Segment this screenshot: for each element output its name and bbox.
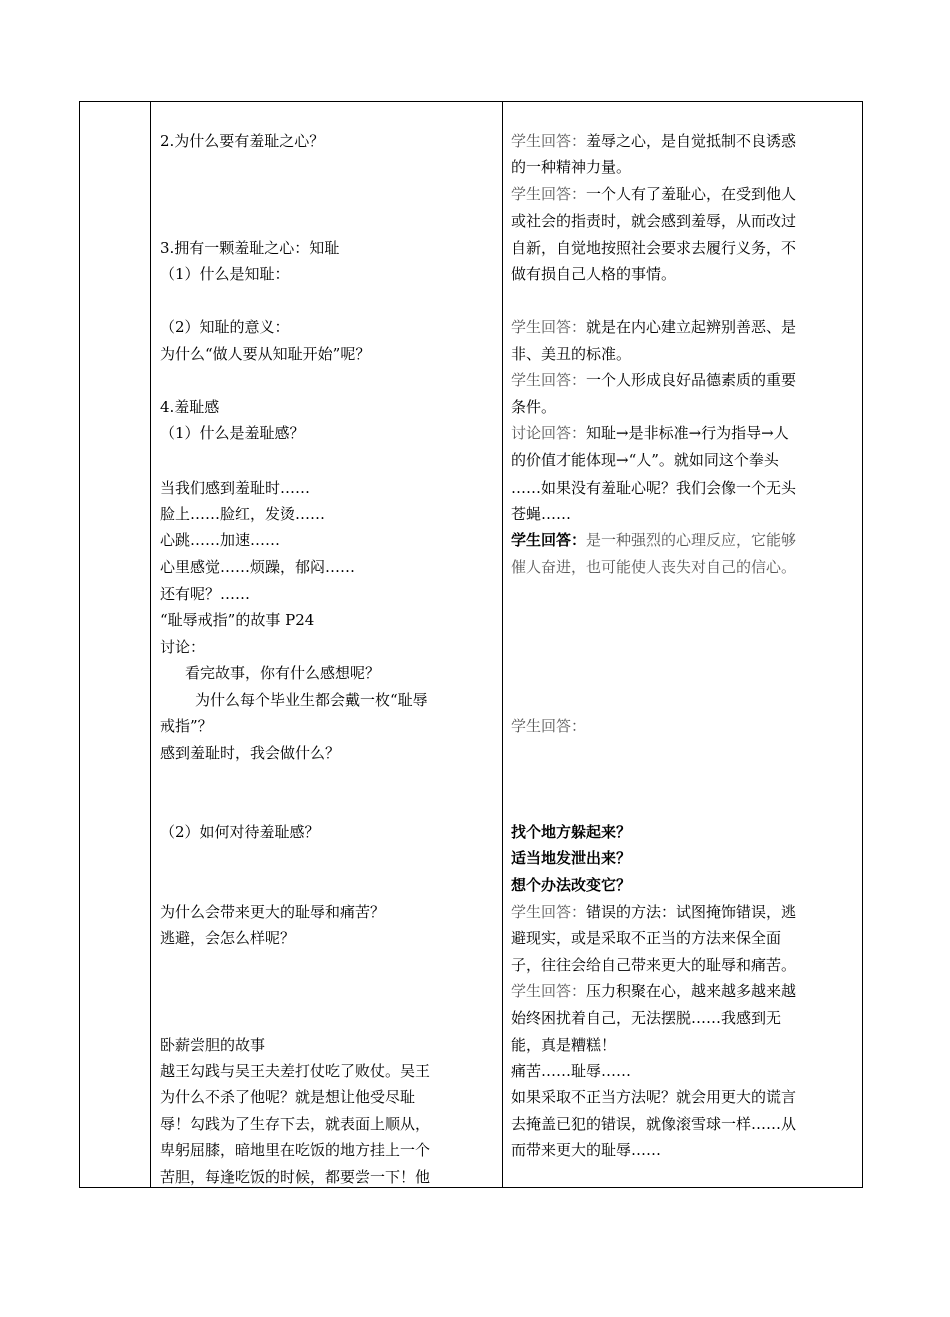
content-line: 戒指”？ — [160, 717, 213, 735]
answer-line: 学生回答：就是在内心建立起辨别善恶、是 — [511, 318, 797, 336]
answer-line: 能，真是糟糕！ — [511, 1036, 617, 1054]
answer-line: 始终困扰着自己，无法摆脱……我感到无 — [511, 1009, 782, 1027]
answer-line: 适当地发泄出来？ — [511, 849, 632, 867]
answer-line: 学生回答：压力积聚在心，越来越多越来越 — [511, 982, 797, 1000]
content-line: 为什么会带来更大的耻辱和痛苦？ — [160, 903, 386, 921]
content-line: 感到羞耻时，我会做什么？ — [160, 744, 341, 762]
question-line: （1）什么是知耻： — [160, 265, 290, 283]
content-line: 当我们感到羞耻时…… — [160, 479, 311, 497]
answer-line: 子，往往会给自己带来更大的耻辱和痛苦。 — [511, 956, 797, 974]
answer-line: 痛苦……耻辱…… — [511, 1062, 632, 1080]
teaching-content-column — [151, 102, 502, 1187]
story-line: 卑躬屈膝，暗地里在吃饭的地方挂上一个 — [160, 1141, 431, 1159]
answer-line: 学生回答：羞辱之心，是自觉抵制不良诱惑 — [511, 132, 797, 150]
story-line: 苦胆，每逢吃饭的时候，都要尝一下！他 — [160, 1168, 431, 1186]
lesson-table — [79, 101, 863, 1188]
answer-line: 苍蝇…… — [511, 505, 572, 523]
content-line: 讨论： — [160, 638, 206, 656]
answer-line: 讨论回答：知耻→是非标准→行为指导→人 — [511, 424, 789, 442]
content-line: 脸上……脸红，发烫…… — [160, 505, 326, 523]
content-line: 为什么每个毕业生都会戴一枚“耻辱 — [195, 691, 428, 709]
question-line: 为什么“做人要从知耻开始”呢？ — [160, 345, 371, 363]
answer-line: 学生回答：是一种强烈的心理反应，它能够 — [511, 531, 797, 549]
answer-line: 非、美丑的标准。 — [511, 345, 632, 363]
answer-line: 学生回答：一个人形成良好品德素质的重要 — [511, 371, 797, 389]
answer-line: 学生回答：一个人有了羞耻心，在受到他人 — [511, 185, 797, 203]
answer-line: 自新，自觉地按照社会要求去履行义务，不 — [511, 239, 797, 257]
answer-line: 或社会的指责时，就会感到羞辱，从而改过 — [511, 212, 797, 230]
answer-line: 学生回答： — [511, 717, 587, 735]
answer-line: 催人奋进，也可能使人丧失对自己的信心。 — [511, 558, 797, 576]
answer-line: 的一种精神力量。 — [511, 158, 632, 176]
question-line: （2）如何对待羞耻感？ — [160, 823, 320, 841]
content-line: 还有呢？…… — [160, 585, 251, 603]
question-line: 3.拥有一颗羞耻之心：知耻 — [160, 239, 340, 257]
answer-line: 避现实，或是采取不正当的方法来保全面 — [511, 929, 782, 947]
content-line: “耻辱戒指”的故事 P24 — [160, 611, 315, 629]
answer-line: 而带来更大的耻辱…… — [511, 1141, 662, 1159]
story-title: 卧薪尝胆的故事 — [160, 1036, 266, 1054]
student-response-column — [503, 102, 864, 1187]
story-line: 为什么不杀了他呢？就是想让他受尽耻 — [160, 1088, 416, 1106]
answer-line: 条件。 — [511, 398, 557, 416]
content-line: 心里感觉……烦躁，郁闷…… — [160, 558, 356, 576]
question-line: 4.羞耻感 — [160, 398, 220, 416]
answer-line: 的价值才能体现→“人”。就如同这个拳头 — [511, 451, 779, 469]
content-line: 逃避，会怎么样呢？ — [160, 929, 296, 947]
answer-line: 想个办法改变它？ — [511, 876, 632, 894]
story-line: 越王勾践与吴王夫差打仗吃了败仗。吴王 — [160, 1062, 431, 1080]
answer-line: 学生回答：错误的方法：试图掩饰错误，逃 — [511, 903, 797, 921]
question-line: （2）知耻的意义： — [160, 318, 290, 336]
answer-line: 做有损自己人格的事情。 — [511, 265, 677, 283]
story-line: 辱！勾践为了生存下去，就表面上顺从， — [160, 1115, 431, 1133]
answer-line: 如果采取不正当方法呢？就会用更大的谎言 — [511, 1088, 797, 1106]
answer-line: 去掩盖已犯的错误，就像滚雪球一样……从 — [511, 1115, 797, 1133]
content-line: 看完故事，你有什么感想呢？ — [185, 664, 381, 682]
question-line: 2.为什么要有羞耻之心？ — [160, 132, 325, 150]
content-line: 心跳……加速…… — [160, 531, 281, 549]
answer-line: ……如果没有羞耻心呢？我们会像一个无头 — [511, 479, 797, 497]
question-line: （1）什么是羞耻感？ — [160, 424, 305, 442]
answer-line: 找个地方躲起来？ — [511, 823, 632, 841]
